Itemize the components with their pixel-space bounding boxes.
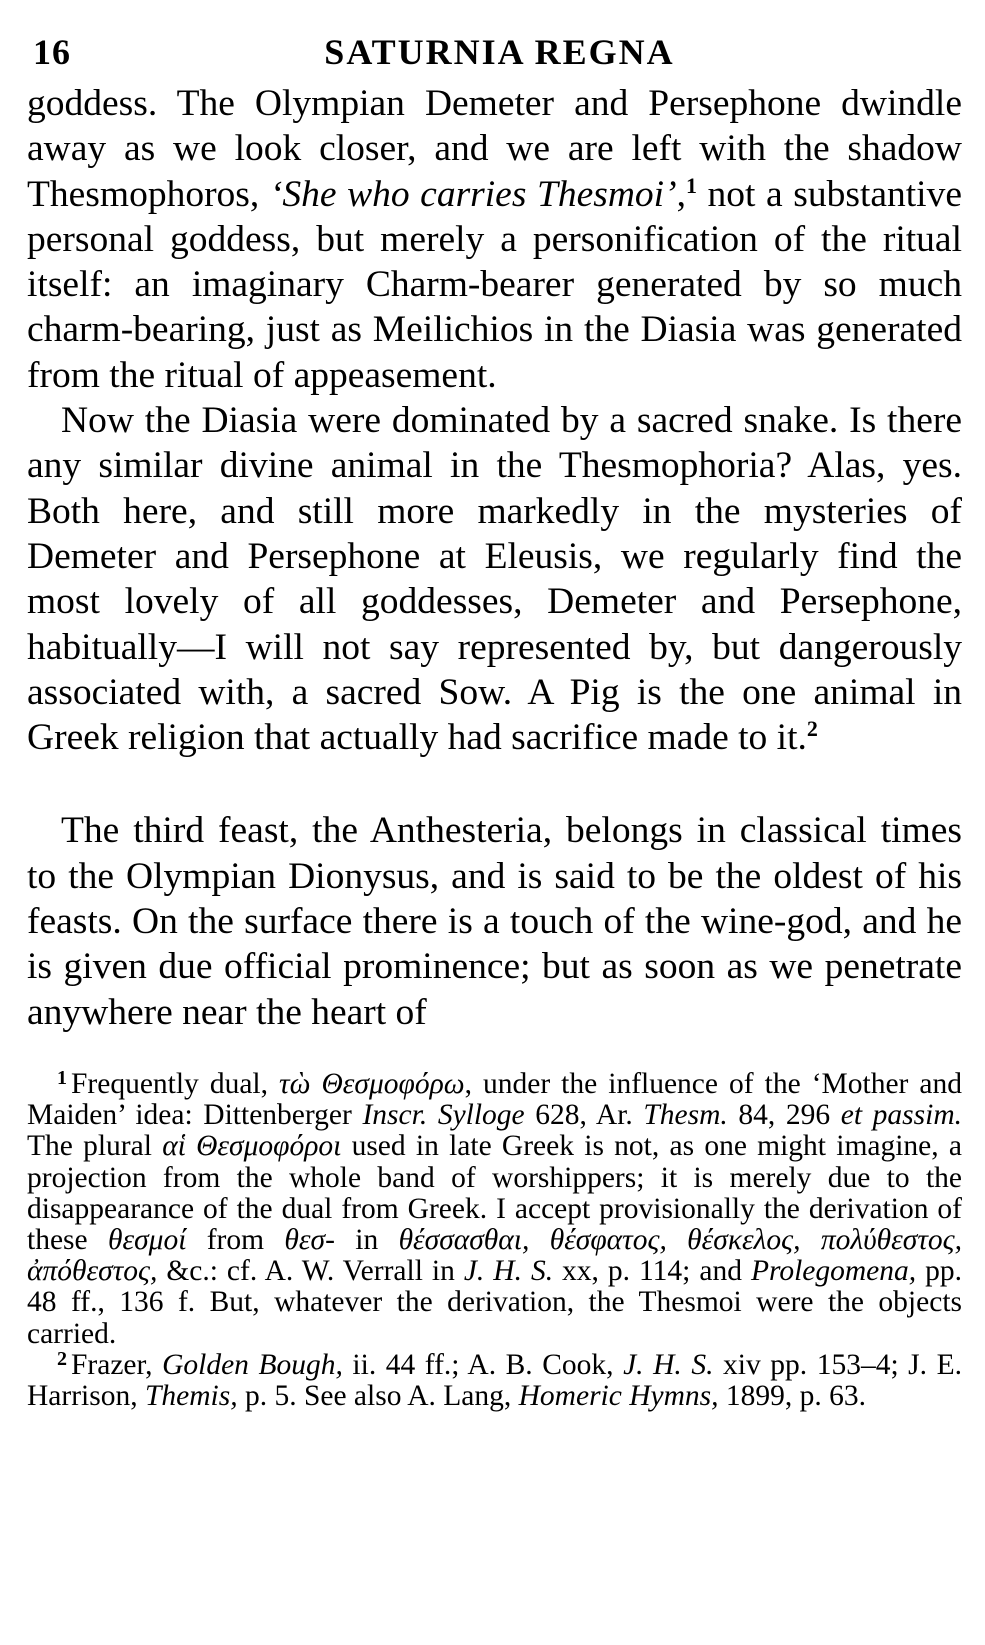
greek-term: θεσ-	[284, 1223, 335, 1256]
citation-title: Homeric Hymns,	[518, 1379, 719, 1412]
greek-term: θέσσασθαι, θέσφατος, θέσκελος, πολύθεστος, ἀπόθεστος,	[27, 1223, 962, 1288]
citation-title: Themis,	[144, 1379, 238, 1412]
citation-title: J. H. S.	[463, 1255, 554, 1288]
book-page	[27, 28, 962, 1412]
footnote-1-text: Frequently dual,	[71, 1067, 280, 1100]
footnote-2-text: 1899, p. 63.	[718, 1379, 867, 1412]
footnote-1-mark: 1	[57, 1066, 67, 1089]
citation-title: Inscr. Sylloge	[362, 1099, 525, 1132]
paragraph-3-text: The third feast, the Anthesteria, belongs in classical times to the Olympian Dionysus, and is said to be the oldest of his feasts. On the surface there is a touch of the wine-god, and he is given due official prominence; but as soon as we penetrate anywhere near the heart of	[27, 810, 962, 1033]
paragraph-3	[27, 808, 962, 1034]
thesmophoros-quote: ‘She who carries Thesmoi’	[269, 173, 677, 215]
citation-title: J. H. S.	[623, 1348, 714, 1381]
greek-term: θεσμοί	[107, 1223, 187, 1256]
running-title: SATURNIA REGNA	[324, 32, 675, 72]
footnote-1	[27, 1066, 963, 1350]
paragraph-1-comma: ,	[676, 173, 686, 215]
paragraph-2	[27, 398, 962, 760]
footnote-ref-1[interactable]: 1	[685, 172, 697, 198]
footnote-2-text: xiv pp. 153–4; J. E. Harrison,	[27, 1348, 962, 1412]
footnote-1-text: in	[334, 1223, 399, 1256]
footnote-1-text: 84, 296	[727, 1099, 841, 1132]
citation-title: et passim.	[840, 1099, 963, 1132]
paragraph-1-text-a: goddess. The Olympian Demeter and Persephone dwindle away as we look closer, and we are left with the shadow Thesmophoros,	[27, 83, 962, 215]
section-break	[27, 760, 962, 808]
body-text	[27, 81, 962, 1035]
footnote-2-text: ii. 44 ff.; A. B. Cook,	[342, 1348, 624, 1381]
paragraph-1-text-b: not a substantive personal goddess, but merely a personification of the ritual itself: an imaginary Charm-bearer generated by so much charm-bearing, just as Meilichios in the Diasia was generated from the ritual of appeasement.	[27, 173, 962, 396]
footnote-1-text: xx, p. 114; and	[553, 1255, 751, 1288]
footnote-2-text: Frazer,	[71, 1348, 163, 1381]
footnote-2-text: p. 5. See also A. Lang,	[237, 1379, 519, 1412]
footnote-1-text: , under the influence of the ‘Mother and Maiden’ idea: Dittenberger	[27, 1067, 962, 1132]
footnote-2	[27, 1347, 962, 1412]
footnote-1-text: 628, Ar.	[524, 1099, 644, 1132]
footnote-ref-2[interactable]: 2	[806, 716, 818, 742]
running-head	[27, 28, 962, 76]
citation-title: Golden Bough,	[162, 1348, 343, 1381]
footnote-1-text: from	[186, 1223, 285, 1256]
paragraph-2-text: Now the Diasia were dominated by a sacred snake. Is there any similar divine animal in the Thesmophoria? Alas, yes. Both here, and still more markedly in the mysteries of Demeter and Persephone at Eleusis, we regularly find the most lovely of all goddesses, Demeter and Persephone, habitually—I will not say represented by, but dangerously associated with, a sacred Sow. A Pig is the one animal in Greek religion that actually had sacrifice made to it.	[27, 400, 962, 759]
greek-term: τὼ Θεσμοφόρω	[279, 1067, 465, 1100]
citation-title: Prolegomena,	[750, 1255, 917, 1288]
footnote-1-text: The plural	[27, 1130, 163, 1163]
footnotes	[27, 1066, 963, 1412]
footnote-1-text: pp. 48 ff., 136 f. But, whatever the derivation, the Thesmoi were the objects carried.	[27, 1255, 963, 1350]
footnote-1-text: &c.: cf. A. W. Verrall in	[157, 1255, 464, 1288]
citation-title: Thesm.	[643, 1099, 728, 1132]
page-number: 16	[33, 32, 71, 72]
paragraph-1	[27, 81, 962, 398]
footnote-2-mark: 2	[57, 1347, 67, 1370]
greek-term: αἱ Θεσμοφόροι	[162, 1130, 342, 1163]
footnote-1-text: used in late Greek is not, as one might imagine, a projection from the whole band of worshippers; it is merely due to the disappearance of the dual from Greek. I accept provisionally the derivation of these	[27, 1130, 962, 1256]
